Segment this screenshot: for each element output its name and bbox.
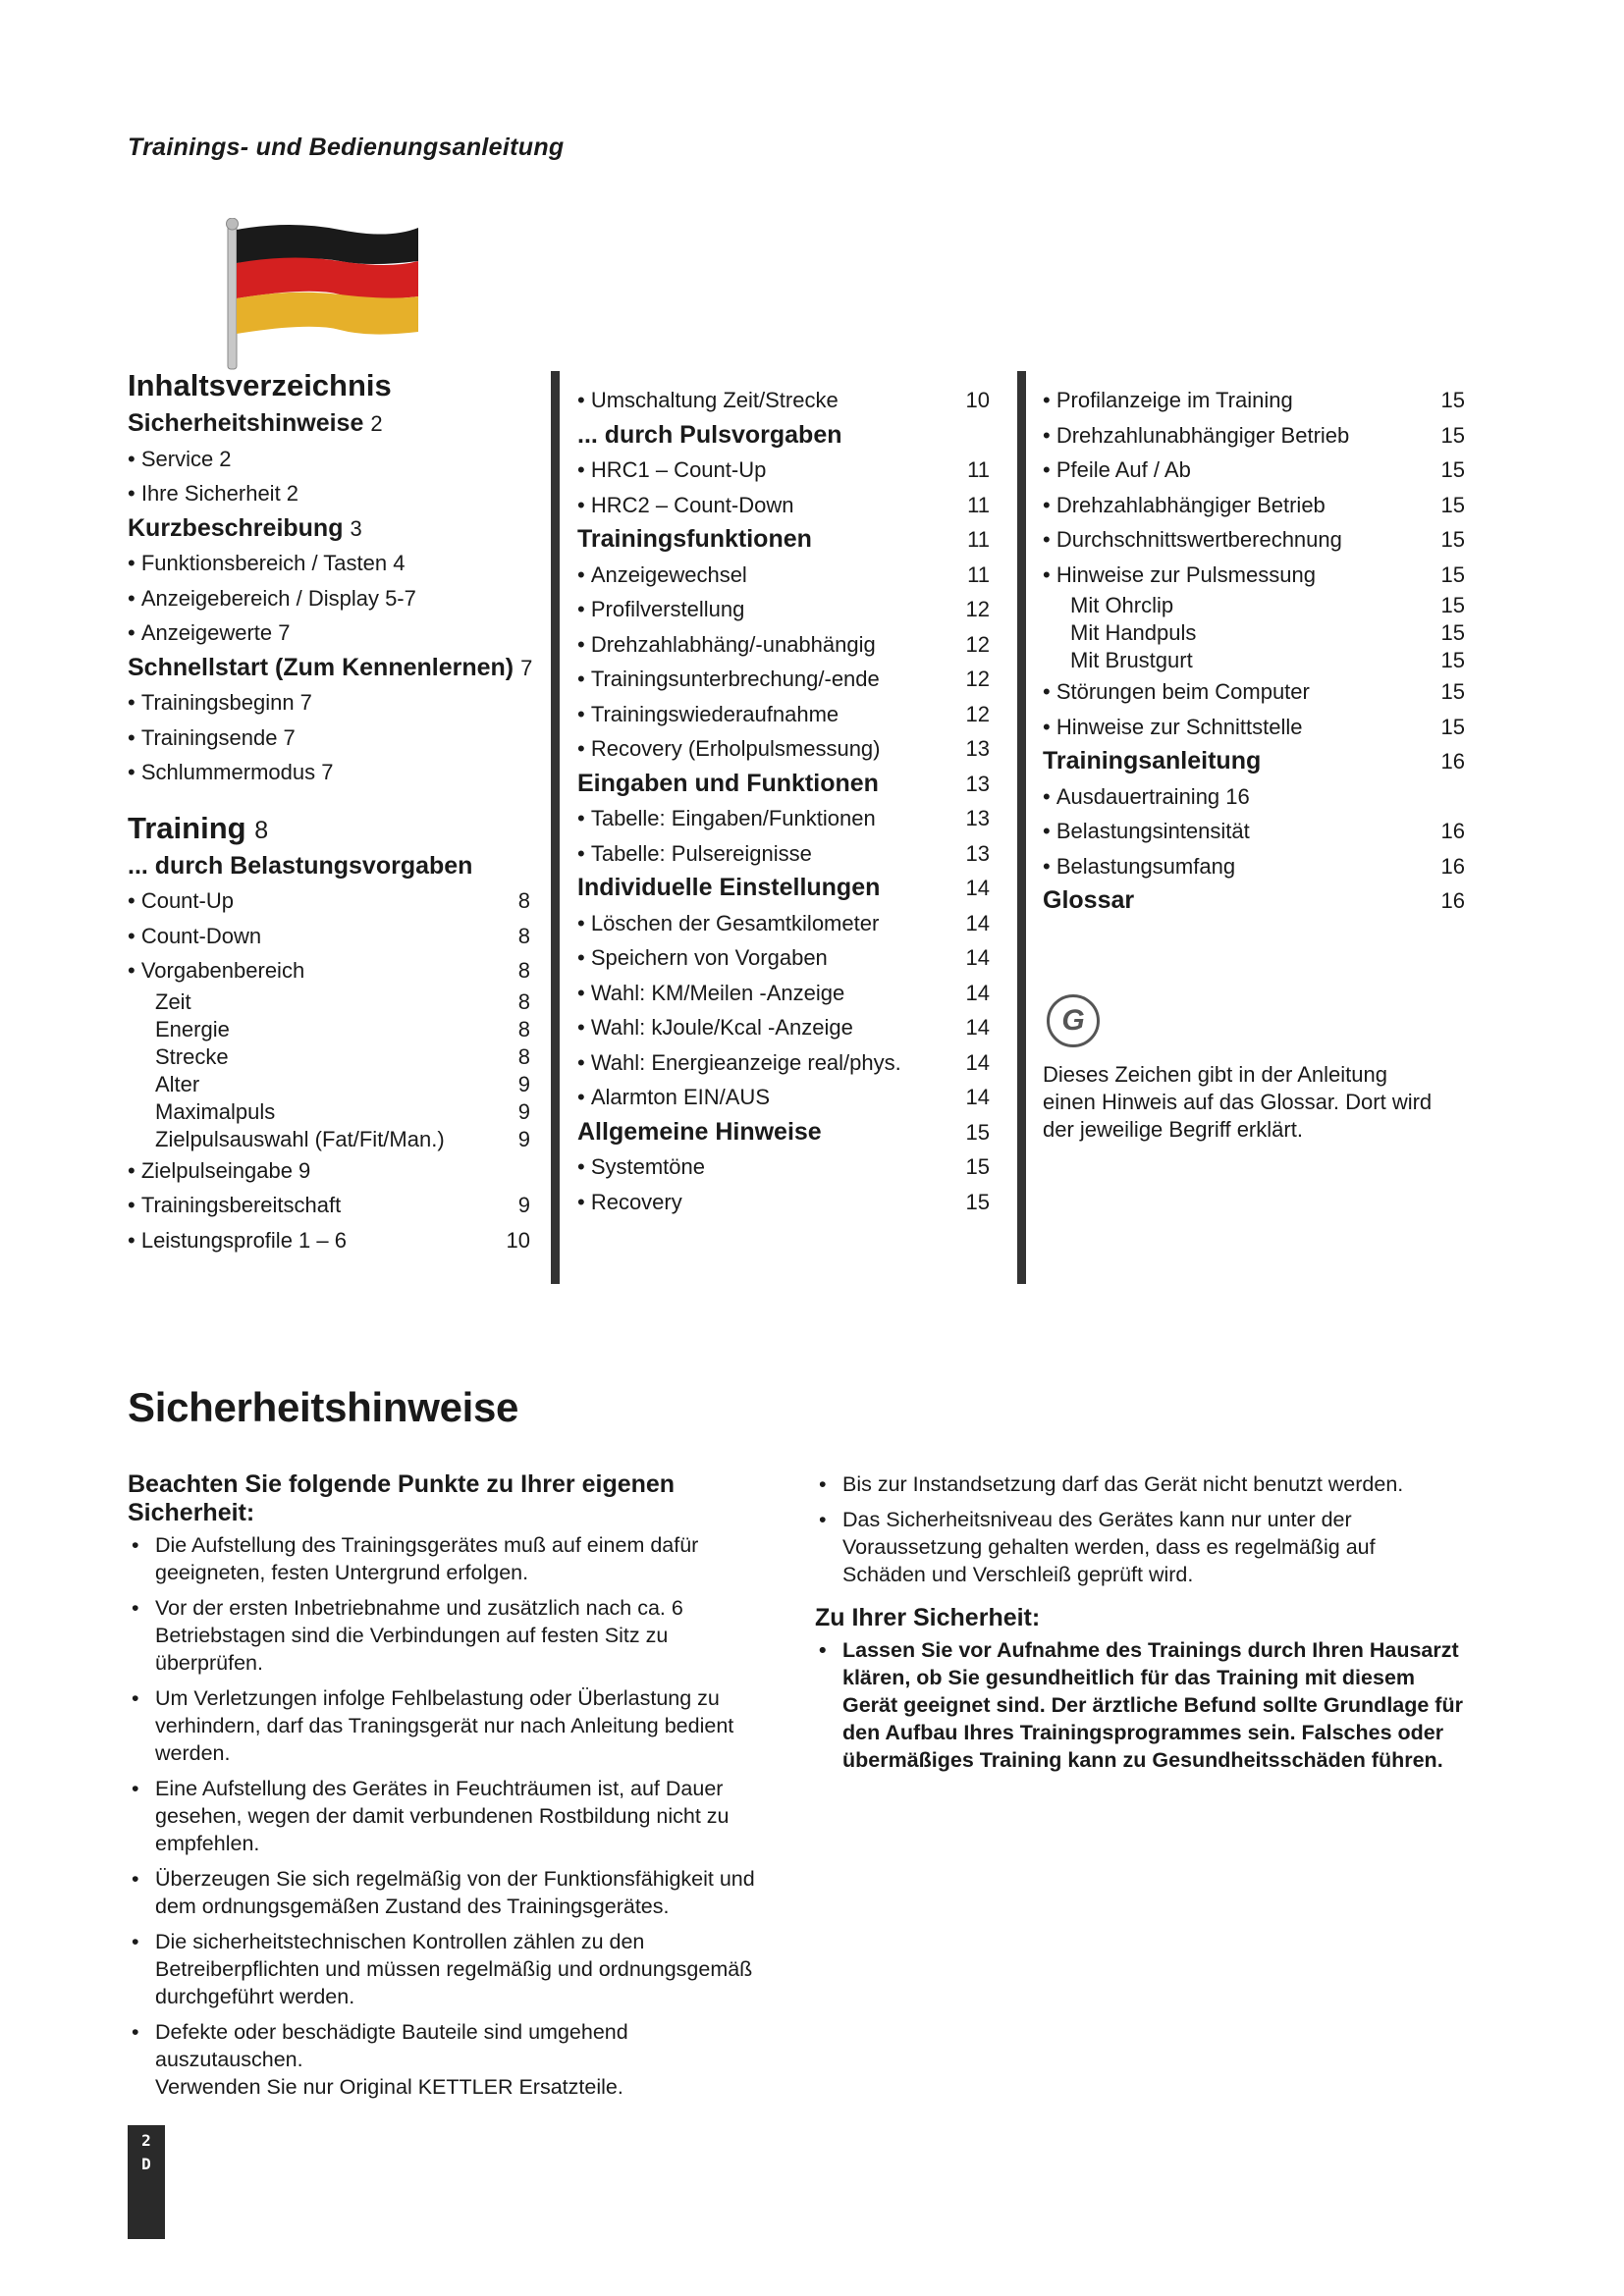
toc-item xyxy=(577,1185,990,1220)
safety-right-bold-list xyxy=(815,1636,1463,1774)
toc-page-number: 9 xyxy=(517,1098,530,1124)
toc-item xyxy=(1043,849,1465,884)
toc-item xyxy=(1043,488,1465,523)
toc-label: • Löschen der Gesamtkilometer xyxy=(577,911,879,935)
toc-item xyxy=(128,1153,530,1189)
toc-subitem xyxy=(128,1098,530,1126)
toc-item xyxy=(128,476,530,511)
toc-item xyxy=(1043,418,1465,454)
safety-item: • Überzeugen Sie sich regelmäßig von der Funktionsfähigkeit und dem ordnungsgemäßen Zustand des Trainingsgerätes. xyxy=(128,1865,776,1920)
toc-page-number: 14 xyxy=(965,1015,990,1040)
toc-label: • Count-Up xyxy=(128,888,234,913)
toc-label: • Tabelle: Pulsereignisse xyxy=(577,841,812,866)
toc-page-number: 15 xyxy=(1440,648,1465,672)
flag-pole xyxy=(228,222,237,369)
safety-left-heading: Beachten Sie folgende Punkte zu Ihrer eigenen Sicherheit: xyxy=(128,1470,676,1526)
toc-label: • Störungen beim Computer xyxy=(1043,679,1310,704)
toc-label: • Vorgabenbereich xyxy=(128,958,304,983)
toc-label: • Drehzahlunabhängiger Betrieb xyxy=(1043,423,1349,448)
toc-page-number: 12 xyxy=(965,667,990,691)
toc-page-number: 15 xyxy=(1440,679,1465,704)
toc-subitem xyxy=(128,1016,530,1043)
toc-page-number: 8 xyxy=(517,958,530,983)
toc-item xyxy=(128,685,530,721)
section-title: Sicherheitshinweise xyxy=(128,1384,519,1430)
toc-item xyxy=(128,1188,530,1223)
toc-label: Glossar xyxy=(1043,886,1135,914)
toc-label: Training xyxy=(128,810,246,845)
toc-spacer xyxy=(577,365,990,383)
toc-item xyxy=(1043,522,1465,558)
safety-item: • Die sicherheitstechnischen Kontrollen zählen zu den Betreiberpflichten und müssen regelmäßig und ordnungsgemäß durchgeführt werden. xyxy=(128,1928,776,2010)
glossar-block xyxy=(1043,977,1435,1144)
safety-left-list xyxy=(128,1531,776,2101)
toc-label: Maximalpuls xyxy=(155,1098,276,1124)
toc-page-number: 14 xyxy=(965,980,990,1005)
toc-item xyxy=(1043,453,1465,488)
toc-item xyxy=(128,581,530,616)
column-divider xyxy=(1017,371,1026,1284)
toc-label: Trainingsanleitung xyxy=(1043,747,1262,774)
toc-label: • HRC1 – Count-Up xyxy=(577,457,766,482)
toc-item xyxy=(577,558,990,593)
toc-label: • Hinweise zur Pulsmessung xyxy=(1043,562,1316,587)
toc-item xyxy=(128,546,530,581)
toc-label: • Trainingsende 7 xyxy=(128,725,296,750)
safety-right-column xyxy=(815,1470,1463,1782)
toc-item xyxy=(577,662,990,697)
toc-label: • Ihre Sicherheit 2 xyxy=(128,481,298,506)
toc-main-heading xyxy=(128,365,530,406)
toc-page-number: 12 xyxy=(965,597,990,621)
page-tab xyxy=(128,2125,165,2239)
toc-page-number: 14 xyxy=(965,910,990,935)
toc-item xyxy=(577,627,990,663)
document-header: Trainings- und Bedienungsanleitung xyxy=(128,133,565,161)
toc-item xyxy=(1043,383,1465,418)
toc-item xyxy=(577,488,990,523)
toc-label: • Recovery xyxy=(577,1190,682,1214)
toc-label: • Anzeigewechsel xyxy=(577,562,747,587)
toc-page-number: 14 xyxy=(965,945,990,970)
toc-label: • Umschaltung Zeit/Strecke xyxy=(577,388,839,412)
safety-item: • Eine Aufstellung des Gerätes in Feuchträumen ist, auf Dauer gesehen, wegen der damit verbundenen Rostbildung nicht zu empfehlen. xyxy=(128,1775,776,1857)
toc-item xyxy=(128,755,530,790)
toc-subitem xyxy=(1043,619,1465,647)
toc-label: • Ausdauertraining 16 xyxy=(1043,784,1250,809)
toc-item xyxy=(577,1045,990,1081)
toc-page-number: 11 xyxy=(967,492,990,517)
toc-label: ... durch Pulsvorgaben xyxy=(577,420,842,449)
toc-label: • Wahl: kJoule/Kcal -Anzeige xyxy=(577,1015,853,1040)
toc-item xyxy=(577,453,990,488)
flag-stripe-gold xyxy=(237,293,418,335)
toc-label: Individuelle Einstellungen xyxy=(577,874,881,901)
flag-stripe-red xyxy=(237,257,418,298)
toc-label: • Anzeigebereich / Display 5-7 xyxy=(128,586,416,611)
toc-heading xyxy=(1043,744,1465,779)
toc-label: Sicherheitshinweise xyxy=(128,409,364,437)
toc-item xyxy=(128,615,530,651)
toc-label: Trainingsfunktionen xyxy=(577,525,812,553)
toc-page-number: 15 xyxy=(1440,527,1465,552)
column-divider xyxy=(551,371,560,1284)
toc-item xyxy=(128,883,530,919)
toc-label: • Profilverstellung xyxy=(577,597,744,621)
toc-page-number: 14 xyxy=(965,1049,990,1075)
toc-label: • Speichern von Vorgaben xyxy=(577,945,828,970)
toc-label: • Anzeigewerte 7 xyxy=(128,620,290,645)
toc-page-number: 9 xyxy=(517,1193,530,1217)
toc-item xyxy=(1043,779,1465,815)
toc-page-number: 15 xyxy=(1440,457,1465,482)
toc-column-2 xyxy=(577,365,990,1219)
toc-label: Kurzbeschreibung xyxy=(128,513,344,542)
toc-label: • Belastungsintensität xyxy=(1043,819,1250,843)
toc-page-number: 15 xyxy=(1440,593,1465,617)
toc-page-number: 11 xyxy=(967,527,990,552)
toc-item xyxy=(577,1149,990,1185)
toc-page-number: 15 xyxy=(1440,422,1465,448)
toc-item xyxy=(128,442,530,477)
toc-page-number: 16 xyxy=(1440,819,1465,843)
toc-label: ... durch Belastungsvorgaben xyxy=(128,851,473,880)
flag-stripe-black xyxy=(237,225,418,264)
toc-page-number: 13 xyxy=(965,736,990,761)
safety-item: • Die Aufstellung des Trainingsgerätes muß auf einem dafür geeigneten, festen Untergrund erfolgen. xyxy=(128,1531,776,1586)
glossar-note: Dieses Zeichen gibt in der Anleitung einen Hinweis auf das Glossar. Dort wird der jeweilige Begriff erklärt. xyxy=(1043,1062,1433,1142)
toc-subitem xyxy=(1043,592,1465,619)
toc-item xyxy=(577,976,990,1011)
toc-heading xyxy=(128,406,530,442)
toc-page-number: 15 xyxy=(965,1119,990,1145)
toc-page-number: 16 xyxy=(1440,749,1465,774)
toc-item xyxy=(128,1223,530,1258)
toc-label: • Wahl: KM/Meilen -Anzeige xyxy=(577,981,844,1005)
toc-column-1 xyxy=(128,365,533,1257)
toc-item xyxy=(577,801,990,836)
toc-item xyxy=(128,721,530,756)
toc-label: • Hinweise zur Schnittstelle xyxy=(1043,715,1303,739)
german-flag-icon xyxy=(222,218,418,375)
toc-main-heading xyxy=(128,808,530,849)
safety-item: • Lassen Sie vor Aufnahme des Trainings durch Ihren Hausarzt klären, ob Sie gesundheitlich für das Training mit diesem Gerät geeignet sind. Der ärztliche Befund sollte Grundlage für den Aufbau Ihres Trainingsprogrammes sein. Falsches oder übermäßiges Training kann zu Gesundheitsschäden führen. xyxy=(815,1636,1463,1774)
toc-item xyxy=(1043,558,1465,593)
toc-page-number: 11 xyxy=(967,561,990,587)
toc-label: Alter xyxy=(155,1071,200,1096)
toc-page-number: 12 xyxy=(965,701,990,726)
toc-item xyxy=(577,940,990,976)
toc-heading xyxy=(577,871,990,906)
safety-item: • Defekte oder beschädigte Bauteile sind umgehend auszutauschen. Verwenden Sie nur Original KETTLER Ersatzteile. xyxy=(128,2018,776,2101)
toc-heading xyxy=(577,418,990,454)
toc-label: • HRC2 – Count-Down xyxy=(577,493,793,517)
toc-page-number: 15 xyxy=(965,1189,990,1214)
toc-label: • Drehzahlabhäng/-unabhängig xyxy=(577,632,876,657)
toc-label: • Wahl: Energieanzeige real/phys. xyxy=(577,1050,901,1075)
toc-page-number: 9 xyxy=(517,1071,530,1096)
toc-subitem xyxy=(128,1043,530,1071)
toc-page-number: 8 xyxy=(517,988,530,1014)
toc-label: Energie xyxy=(155,1016,230,1041)
toc-label: • Systemtöne xyxy=(577,1154,705,1179)
toc-label: Mit Handpuls xyxy=(1070,620,1197,645)
toc-item xyxy=(1043,674,1465,710)
toc-heading xyxy=(577,1115,990,1150)
toc-page-number: 15 xyxy=(965,1154,990,1179)
toc-label: • Tabelle: Eingaben/Funktionen xyxy=(577,806,876,830)
toc-page-number: 13 xyxy=(965,771,990,796)
toc-heading xyxy=(128,511,530,547)
toc-item xyxy=(577,1010,990,1045)
page-language: D xyxy=(141,2155,151,2173)
toc-item xyxy=(1043,710,1465,745)
safety-item: • Um Verletzungen infolge Fehlbelastung oder Überlastung zu verhindern, darf das Traningsgerät nur nach Anleitung bedient werden. xyxy=(128,1684,776,1767)
toc-label: Mit Brustgurt xyxy=(1070,648,1193,672)
toc-heading xyxy=(128,849,530,884)
toc-subitem xyxy=(128,1071,530,1098)
toc-page-number: 8 xyxy=(517,923,530,948)
toc-page-number: 11 xyxy=(967,457,990,482)
toc-item xyxy=(577,906,990,941)
toc-item xyxy=(128,919,530,954)
toc-label: • Service 2 xyxy=(128,447,232,471)
toc-subitem xyxy=(1043,647,1465,674)
toc-label: Inhaltsverzeichnis xyxy=(128,368,392,402)
toc-label: • Profilanzeige im Training xyxy=(1043,388,1293,412)
toc-page-number: 13 xyxy=(965,840,990,866)
safety-item: • Vor der ersten Inbetriebnahme und zusätzlich nach ca. 6 Betriebstagen sind die Verbindungen auf festen Sitz zu überprüfen. xyxy=(128,1594,776,1677)
toc-page-number: 8 xyxy=(254,816,269,844)
toc-label: • Trainingsbeginn 7 xyxy=(128,690,312,715)
toc-label: • Trainingsbereitschaft xyxy=(128,1193,341,1217)
toc-page-number: 15 xyxy=(1440,388,1465,412)
toc-page-number: 9 xyxy=(517,1126,530,1151)
toc-page-number: 3 xyxy=(350,515,362,541)
toc-page-number: 15 xyxy=(1440,620,1465,645)
toc-item xyxy=(577,697,990,732)
toc-label: Zeit xyxy=(155,988,191,1014)
toc-label: Schnellstart (Zum Kennenlernen) xyxy=(128,653,514,681)
toc-label: Eingaben und Funktionen xyxy=(577,769,879,797)
toc-heading xyxy=(1043,883,1465,919)
safety-left-column xyxy=(128,1470,776,2109)
toc-label: Allgemeine Hinweise xyxy=(577,1117,822,1146)
toc-item xyxy=(577,592,990,627)
toc-page-number: 10 xyxy=(506,1227,530,1253)
toc-item xyxy=(577,383,990,418)
toc-heading xyxy=(128,651,533,686)
toc-heading xyxy=(577,767,990,802)
safety-right-heading: Zu Ihrer Sicherheit: xyxy=(815,1604,1041,1631)
toc-label: • Pfeile Auf / Ab xyxy=(1043,457,1191,482)
toc-item xyxy=(128,953,530,988)
toc-label: • Count-Down xyxy=(128,924,261,948)
glossar-icon: G xyxy=(1047,994,1100,1047)
toc-label: Strecke xyxy=(155,1043,229,1069)
toc-subitem xyxy=(128,1126,530,1153)
toc-label: • Funktionsbereich / Tasten 4 xyxy=(128,551,405,575)
safety-item: • Das Sicherheitsniveau des Gerätes kann nur unter der Voraussetzung gehalten werden, dass es regelmäßig auf Schäden und Verschleiß geprüft wird. xyxy=(815,1506,1463,1588)
toc-page-number: 15 xyxy=(1440,492,1465,517)
toc-page-number: 2 xyxy=(370,411,383,436)
toc-page-number: 12 xyxy=(965,631,990,657)
toc-item xyxy=(577,1080,990,1115)
toc-item xyxy=(577,836,990,872)
toc-label: • Trainingsunterbrechung/-ende xyxy=(577,667,880,691)
toc-label: • Schlummermodus 7 xyxy=(128,760,333,784)
toc-column-3 xyxy=(1043,365,1465,919)
toc-label: • Trainingswiederaufnahme xyxy=(577,702,839,726)
toc-label: Mit Ohrclip xyxy=(1070,593,1174,617)
toc-page-number: 14 xyxy=(965,876,990,900)
toc-page-number: 15 xyxy=(1440,714,1465,739)
safety-right-list xyxy=(815,1470,1463,1588)
toc-page-number: 13 xyxy=(965,806,990,830)
toc-page-number: 14 xyxy=(965,1085,990,1109)
toc-label: • Drehzahlabhängiger Betrieb xyxy=(1043,493,1326,517)
toc-page-number: 7 xyxy=(520,655,533,680)
page-number: 2 xyxy=(141,2131,151,2150)
toc-page-number: 16 xyxy=(1440,853,1465,879)
toc-subitem xyxy=(128,988,530,1016)
toc-item xyxy=(1043,814,1465,849)
flag-pole-top xyxy=(227,218,239,230)
toc-heading xyxy=(577,522,990,558)
toc-page-number: 16 xyxy=(1440,888,1465,913)
safety-item: • Bis zur Instandsetzung darf das Gerät nicht benutzt werden. xyxy=(815,1470,1463,1498)
toc-page-number: 15 xyxy=(1440,561,1465,587)
toc-spacer xyxy=(1043,365,1465,383)
toc-page-number: 8 xyxy=(517,888,530,913)
toc-label: • Zielpulseingabe 9 xyxy=(128,1158,310,1183)
toc-label: • Recovery (Erholpulsmessung) xyxy=(577,736,881,761)
toc-label: • Belastungsumfang xyxy=(1043,854,1235,879)
toc-label: • Durchschnittswertberechnung xyxy=(1043,527,1342,552)
toc-label: • Alarmton EIN/AUS xyxy=(577,1085,770,1109)
toc-item xyxy=(577,731,990,767)
toc-spacer xyxy=(128,790,530,808)
toc-label: • Leistungsprofile 1 – 6 xyxy=(128,1228,347,1253)
toc-page-number: 8 xyxy=(517,1043,530,1069)
toc-page-number: 10 xyxy=(965,388,990,412)
toc-label: Zielpulsauswahl (Fat/Fit/Man.) xyxy=(155,1126,445,1151)
toc-page-number: 8 xyxy=(517,1016,530,1041)
